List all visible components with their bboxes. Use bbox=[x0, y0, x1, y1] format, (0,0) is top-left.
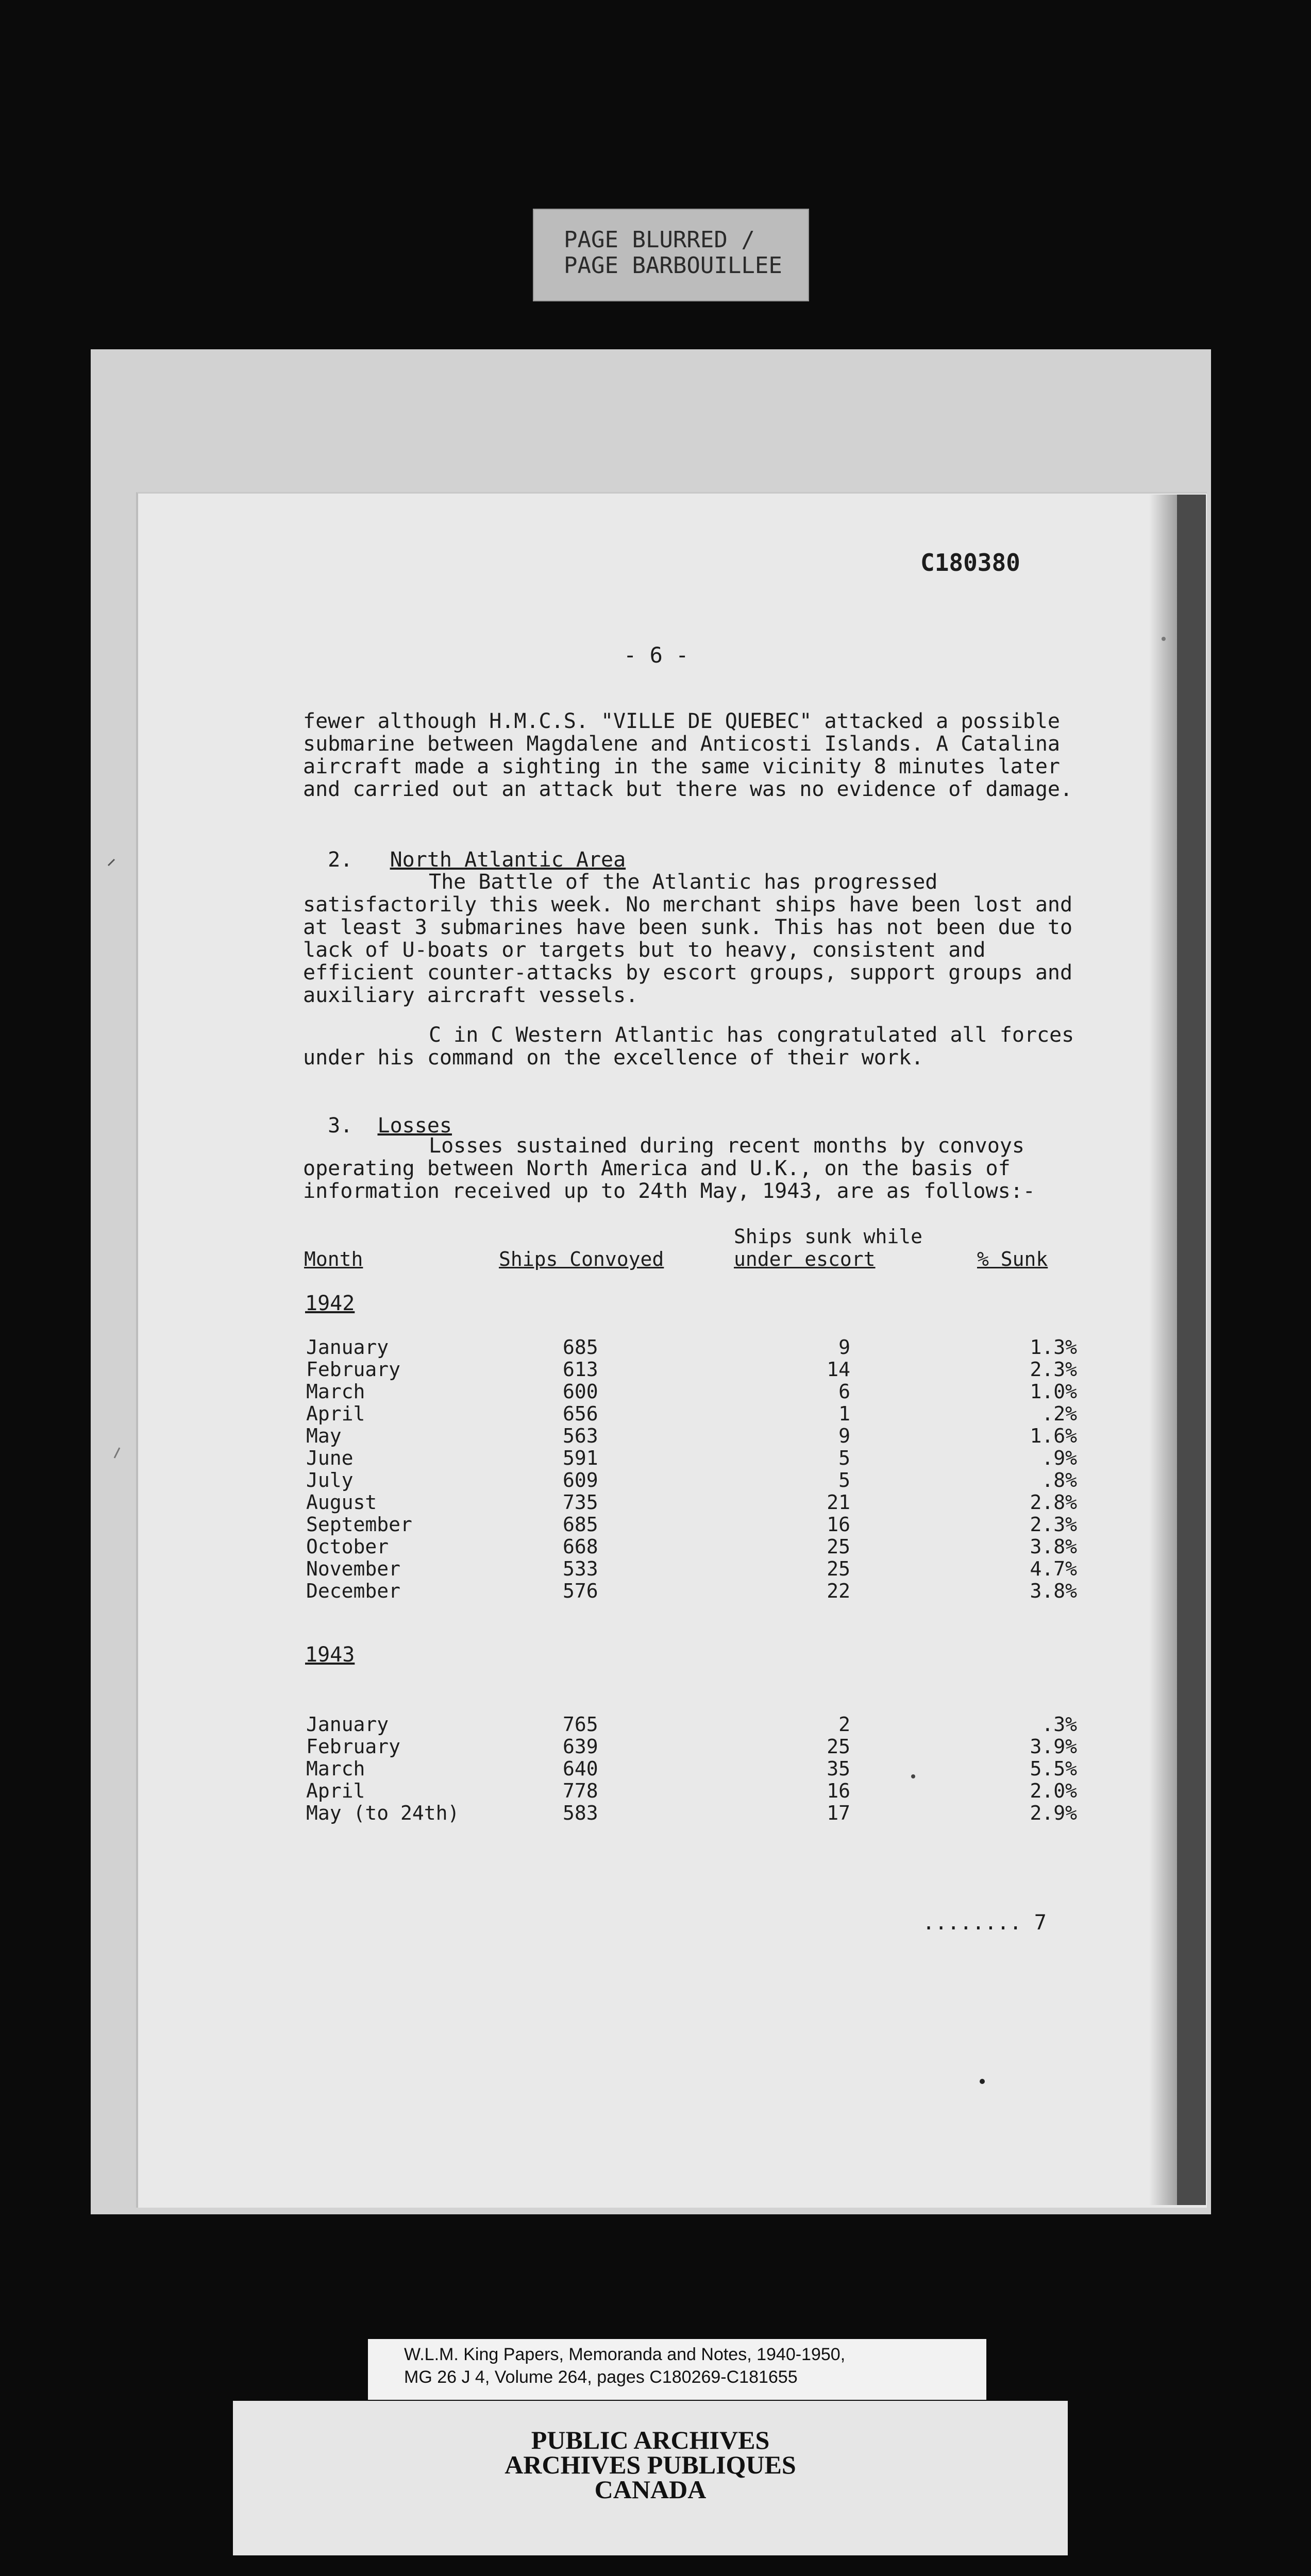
ships-sunk-cell: 16 bbox=[827, 1780, 850, 1802]
stamp-line-2: PAGE BARBOUILLEE bbox=[564, 252, 782, 279]
table-row bbox=[0, 1359, 1311, 1381]
table-row bbox=[0, 1514, 1311, 1536]
ships-sunk-cell: 5 bbox=[838, 1447, 850, 1469]
ships-convoyed-cell: 639 bbox=[563, 1735, 598, 1758]
month-cell: June bbox=[306, 1447, 354, 1469]
pct-sunk-cell: .3% bbox=[1041, 1713, 1077, 1736]
table-row bbox=[0, 1558, 1311, 1580]
pct-sunk-cell: 2.0% bbox=[1030, 1780, 1077, 1802]
page-blurred-stamp bbox=[533, 209, 809, 301]
pct-sunk-cell: 3.9% bbox=[1030, 1735, 1077, 1758]
pct-sunk-cell: 3.8% bbox=[1030, 1580, 1077, 1602]
section-2-paragraph-2: C in C Western Atlantic has congratulated all forces under his command on the excellence of their work. bbox=[303, 1023, 1074, 1070]
month-cell: May bbox=[306, 1425, 342, 1447]
ships-sunk-cell: 9 bbox=[838, 1425, 850, 1447]
table-row bbox=[0, 1336, 1311, 1359]
ships-sunk-cell: 17 bbox=[827, 1802, 850, 1824]
ships-sunk-cell: 25 bbox=[827, 1735, 850, 1758]
pct-sunk-cell: 2.8% bbox=[1030, 1491, 1077, 1514]
ships-sunk-cell: 22 bbox=[827, 1580, 850, 1602]
ships-sunk-cell: 21 bbox=[827, 1491, 850, 1514]
table-row bbox=[0, 1580, 1311, 1602]
month-cell: September bbox=[306, 1513, 412, 1536]
archive-name-fr: ARCHIVES PUBLIQUES bbox=[505, 2450, 796, 2479]
section-2-heading bbox=[303, 826, 626, 871]
table-row bbox=[0, 1758, 1311, 1780]
month-cell: January bbox=[306, 1336, 389, 1359]
section-2-number: 2. bbox=[328, 848, 353, 872]
pct-sunk-cell: 3.8% bbox=[1030, 1535, 1077, 1558]
table-row bbox=[0, 1802, 1311, 1824]
ships-convoyed-cell: 668 bbox=[563, 1535, 598, 1558]
section-2-paragraph-1: The Battle of the Atlantic has progressed satisfactorily this week. No merchant ships have been lost and at least 3 submarines have been sunk. This has not been due to lack of U-boats or targets but to heavy, consistent and efficient counter-attacks by escort groups, support groups and auxiliary aircraft vessels. bbox=[303, 870, 1073, 1007]
month-cell: August bbox=[306, 1491, 377, 1514]
section-3-title: Losses bbox=[377, 1114, 452, 1138]
month-cell: March bbox=[306, 1757, 365, 1780]
header-month: Month bbox=[304, 1248, 363, 1270]
header-ships-sunk-line-2: under escort bbox=[734, 1248, 876, 1270]
header-ships-convoyed: Ships Convoyed bbox=[499, 1248, 664, 1270]
pct-sunk-cell: 5.5% bbox=[1030, 1757, 1077, 1780]
ships-convoyed-cell: 685 bbox=[563, 1336, 598, 1359]
month-cell: December bbox=[306, 1580, 401, 1602]
ships-sunk-cell: 6 bbox=[838, 1380, 850, 1403]
ships-convoyed-cell: 778 bbox=[563, 1780, 598, 1802]
pct-sunk-cell: 2.3% bbox=[1030, 1358, 1077, 1381]
table-row bbox=[0, 1536, 1311, 1558]
ships-convoyed-cell: 563 bbox=[563, 1425, 598, 1447]
intro-paragraph: fewer although H.M.C.S. "VILLE DE QUEBEC" attacked a possible submarine between Magdalene and Anticosti Islands. A Catalina aircraft made a sighting in the same vicinity 8 minutes later and carried out an attack but there was no evidence of damage. bbox=[303, 709, 1073, 801]
ships-convoyed-cell: 685 bbox=[563, 1513, 598, 1536]
label-line-1: W.L.M. King Papers, Memoranda and Notes, 1940-1950, bbox=[404, 2345, 846, 2364]
archive-country: CANADA bbox=[594, 2475, 707, 2504]
ships-sunk-cell: 35 bbox=[827, 1757, 850, 1780]
ships-convoyed-cell: 640 bbox=[563, 1757, 598, 1780]
ships-convoyed-cell: 735 bbox=[563, 1491, 598, 1514]
page-number: - 6 - bbox=[624, 642, 689, 668]
month-cell: January bbox=[306, 1713, 389, 1736]
pct-sunk-cell: 1.6% bbox=[1030, 1425, 1077, 1447]
pct-sunk-cell: .8% bbox=[1041, 1469, 1077, 1492]
ships-sunk-cell: 2 bbox=[838, 1713, 850, 1736]
archive-name-en: PUBLIC ARCHIVES bbox=[531, 2426, 770, 2454]
header-pct-sunk: % Sunk bbox=[977, 1248, 1048, 1270]
pct-sunk-cell: 1.0% bbox=[1030, 1380, 1077, 1403]
ships-convoyed-cell: 656 bbox=[563, 1402, 598, 1425]
archive-label-text bbox=[404, 2343, 845, 2388]
ships-sunk-cell: 5 bbox=[838, 1469, 850, 1492]
pct-sunk-cell: 4.7% bbox=[1030, 1557, 1077, 1580]
year-1942-label: 1942 bbox=[305, 1292, 355, 1315]
ships-sunk-cell: 9 bbox=[838, 1336, 850, 1359]
pct-sunk-cell: 1.3% bbox=[1030, 1336, 1077, 1359]
ships-sunk-cell: 1 bbox=[838, 1402, 850, 1425]
ships-convoyed-cell: 576 bbox=[563, 1580, 598, 1602]
ships-sunk-cell: 14 bbox=[827, 1358, 850, 1381]
table-row bbox=[0, 1780, 1311, 1802]
label-line-2: MG 26 J 4, Volume 264, pages C180269-C181655 bbox=[404, 2367, 798, 2387]
section-3-number: 3. bbox=[328, 1114, 353, 1138]
section-3-paragraph: Losses sustained during recent months by convoys operating between North America and U.K., on the basis of information received up to 24th May, 1943, are as follows:- bbox=[303, 1134, 1035, 1203]
ships-convoyed-cell: 533 bbox=[563, 1557, 598, 1580]
month-cell: July bbox=[306, 1469, 354, 1492]
month-cell: November bbox=[306, 1557, 401, 1580]
header-ships-sunk-line-1: Ships sunk while bbox=[734, 1225, 923, 1248]
document-id: C180380 bbox=[920, 549, 1020, 577]
table-row bbox=[0, 1714, 1311, 1736]
continuation-marker: ........ 7 bbox=[922, 1911, 1047, 1935]
section-2-title: North Atlantic Area bbox=[390, 848, 626, 872]
pct-sunk-cell: 2.3% bbox=[1030, 1513, 1077, 1536]
ships-convoyed-cell: 591 bbox=[563, 1447, 598, 1469]
table-row bbox=[0, 1492, 1311, 1514]
ships-convoyed-cell: 765 bbox=[563, 1713, 598, 1736]
table-row bbox=[0, 1736, 1311, 1758]
table-row bbox=[0, 1425, 1311, 1447]
stamp-line-1: PAGE BLURRED / bbox=[564, 227, 755, 253]
year-1943-label: 1943 bbox=[305, 1643, 355, 1667]
pct-sunk-cell: .2% bbox=[1041, 1402, 1077, 1425]
ships-convoyed-cell: 600 bbox=[563, 1380, 598, 1403]
ships-sunk-cell: 16 bbox=[827, 1513, 850, 1536]
ships-convoyed-cell: 583 bbox=[563, 1802, 598, 1824]
month-cell: October bbox=[306, 1535, 389, 1558]
month-cell: February bbox=[306, 1735, 401, 1758]
table-row bbox=[0, 1469, 1311, 1492]
month-cell: April bbox=[306, 1402, 365, 1425]
table-row bbox=[0, 1447, 1311, 1469]
month-cell: May (to 24th) bbox=[306, 1802, 460, 1824]
ships-convoyed-cell: 613 bbox=[563, 1358, 598, 1381]
month-cell: February bbox=[306, 1358, 401, 1381]
table-row bbox=[0, 1403, 1311, 1425]
month-cell: April bbox=[306, 1780, 365, 1802]
pct-sunk-cell: .9% bbox=[1041, 1447, 1077, 1469]
ships-sunk-cell: 25 bbox=[827, 1535, 850, 1558]
ships-sunk-cell: 25 bbox=[827, 1557, 850, 1580]
month-cell: March bbox=[306, 1380, 365, 1403]
table-row bbox=[0, 1381, 1311, 1403]
ships-convoyed-cell: 609 bbox=[563, 1469, 598, 1492]
pct-sunk-cell: 2.9% bbox=[1030, 1802, 1077, 1824]
section-3-heading bbox=[303, 1092, 452, 1137]
